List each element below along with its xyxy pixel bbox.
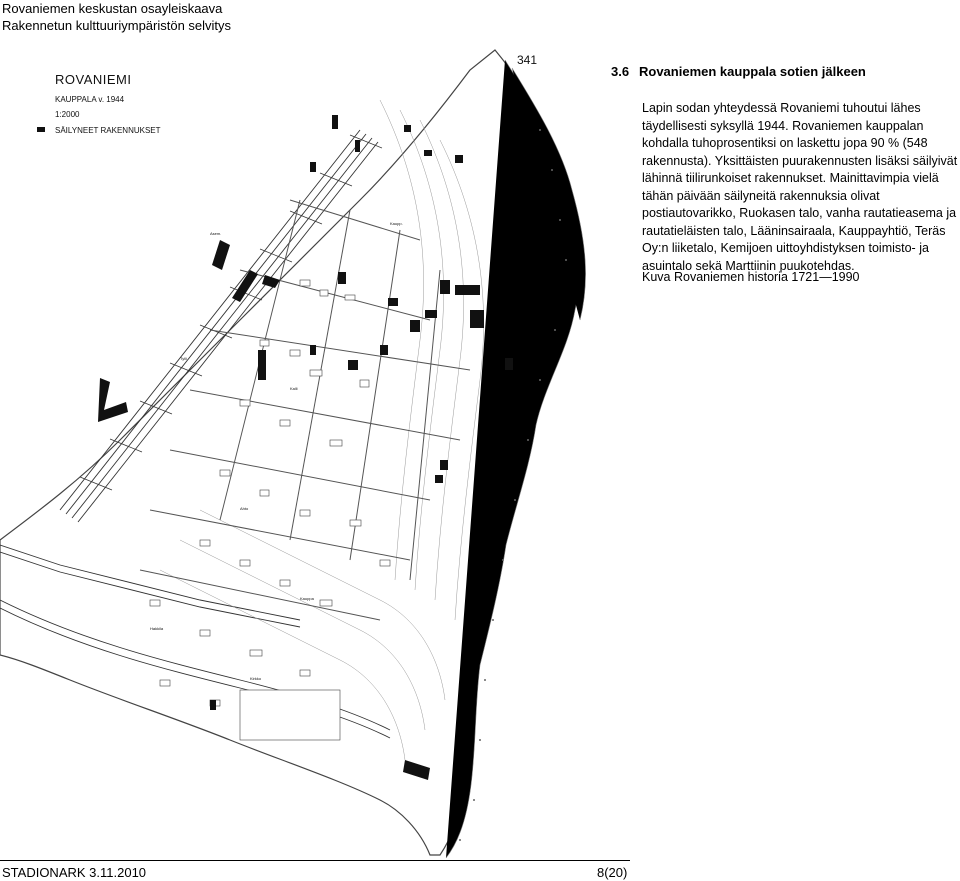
svg-text:Asem.: Asem. [210, 231, 222, 236]
section-title: Rovaniemen kauppala sotien jälkeen [639, 64, 866, 79]
document-header [2, 0, 231, 34]
svg-text:Kauppa: Kauppa [300, 596, 314, 601]
svg-text:Tylli: Tylli [180, 356, 187, 361]
map-legend-label: SÄILYNEET RAKENNUKSET [55, 126, 161, 135]
paragraph-2: Mainittavimpia vielä tähän päivään säilyneitä rakennuksia olivat postiautovarikko, Ruokasen talo, vanha rautatieasema ja rautatieläisten talo, Lääninsairaala, Kauppayhtiö, Teräs Oy:n liiketalo, Kemijoen uittoyhdistyksen toimisto- ja asuintalo sekä Marttiinin puukotehdas. [642, 171, 957, 273]
footer-divider [0, 860, 630, 861]
figure-caption: Kuva Rovaniemen historia 1721—1990 [642, 270, 860, 284]
svg-text:Kalli: Kalli [290, 386, 298, 391]
section-heading [611, 64, 866, 79]
map-scale: 1:2000 [55, 110, 80, 119]
section-number: 3.6 [611, 64, 630, 79]
map-page-number: 341 [517, 53, 538, 67]
map-title: ROVANIEMI [55, 72, 132, 87]
header-line-2: Rakennetun kulttuuriympäristön selvitys [2, 18, 232, 33]
footer-page-number: 8(20) [597, 865, 628, 880]
svg-text:Kirkko: Kirkko [250, 676, 262, 681]
historical-map-image [0, 40, 590, 860]
header-line-1: Rovaniemen keskustan osayleiskaava [2, 1, 223, 16]
body-text [642, 100, 960, 275]
svg-text:Ahto: Ahto [240, 506, 249, 511]
paragraph-1: Lapin sodan yhteydessä Rovaniemi tuhoutui lähes täydellisesti syksyllä 1944. Rovaniemen kauppalan kohdalla tuhoprosentiksi on laskettu jopa 90 % (548 rakennusta). Yksittäisten puurakennusten lisäksi säilyivät lähinnä tiilirunkoiset rakennukset. [642, 101, 958, 185]
map-subtitle: KAUPPALA v. 1944 [55, 95, 125, 104]
footer-left: STADIONARK 3.11.2010 [2, 865, 147, 880]
svg-text:Hakkila: Hakkila [150, 626, 164, 631]
svg-text:Kaupp.: Kaupp. [390, 221, 403, 226]
legend-swatch-icon [37, 127, 45, 132]
